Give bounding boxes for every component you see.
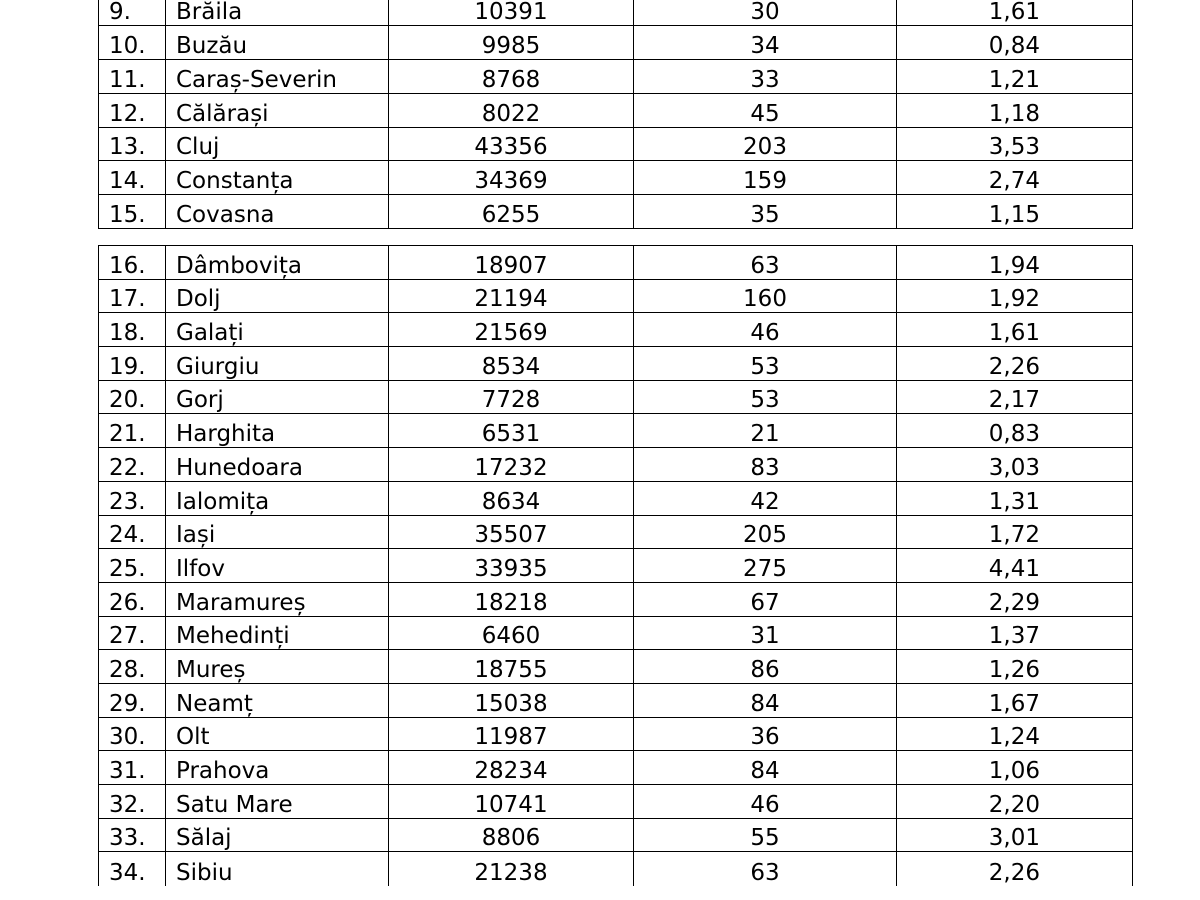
value-1-cell: 15038 [389, 683, 634, 717]
row-number-cell: 21. [99, 414, 166, 448]
value-3-cell: 2,29 [897, 582, 1133, 616]
county-name-cell: Constanța [166, 161, 389, 195]
value-3-cell: 1,21 [897, 60, 1133, 94]
value-3-cell: 2,17 [897, 380, 1133, 414]
value-1-cell: 11987 [389, 717, 634, 751]
county-name-cell: Dâmbovița [166, 246, 389, 280]
value-1-cell: 8768 [389, 60, 634, 94]
table-row [99, 347, 1133, 381]
value-2-cell: 86 [634, 650, 897, 684]
value-2-cell: 45 [634, 93, 897, 127]
table-row [99, 751, 1133, 785]
row-number-cell: 13. [99, 127, 166, 161]
value-3-cell: 2,74 [897, 161, 1133, 195]
row-number-cell: 24. [99, 515, 166, 549]
value-2-cell: 30 [634, 0, 897, 26]
row-number-cell: 14. [99, 161, 166, 195]
value-3-cell: 1,06 [897, 751, 1133, 785]
row-number-cell: 34. [99, 852, 166, 886]
value-2-cell: 84 [634, 683, 897, 717]
table-row [99, 582, 1133, 616]
row-number-cell: 10. [99, 26, 166, 60]
value-3-cell: 0,83 [897, 414, 1133, 448]
value-2-cell: 275 [634, 549, 897, 583]
county-name-cell: Brăila [166, 0, 389, 26]
value-3-cell: 1,61 [897, 0, 1133, 26]
table-row [99, 616, 1133, 650]
table-row [99, 717, 1133, 751]
county-name-cell: Ialomița [166, 481, 389, 515]
value-3-cell: 1,26 [897, 650, 1133, 684]
row-number-cell: 9. [99, 0, 166, 26]
row-number-cell: 28. [99, 650, 166, 684]
value-2-cell: 63 [634, 246, 897, 280]
row-number-cell: 19. [99, 347, 166, 381]
row-number-cell: 31. [99, 751, 166, 785]
value-1-cell: 10741 [389, 785, 634, 819]
table-row [99, 246, 1133, 280]
row-number-cell: 26. [99, 582, 166, 616]
table-row [99, 195, 1133, 229]
value-1-cell: 28234 [389, 751, 634, 785]
value-3-cell: 1,94 [897, 246, 1133, 280]
value-1-cell: 9985 [389, 26, 634, 60]
value-2-cell: 160 [634, 279, 897, 313]
value-1-cell: 33935 [389, 549, 634, 583]
value-2-cell: 46 [634, 785, 897, 819]
value-2-cell: 205 [634, 515, 897, 549]
county-name-cell: Buzău [166, 26, 389, 60]
county-name-cell: Mehedinți [166, 616, 389, 650]
value-1-cell: 34369 [389, 161, 634, 195]
value-1-cell: 43356 [389, 127, 634, 161]
table-row [99, 26, 1133, 60]
table-row [99, 0, 1133, 26]
table-row [99, 127, 1133, 161]
table-row [99, 414, 1133, 448]
value-1-cell: 6531 [389, 414, 634, 448]
county-name-cell: Sibiu [166, 852, 389, 886]
county-name-cell: Olt [166, 717, 389, 751]
value-2-cell: 67 [634, 582, 897, 616]
value-1-cell: 18755 [389, 650, 634, 684]
county-name-cell: Galați [166, 313, 389, 347]
value-2-cell: 34 [634, 26, 897, 60]
table-row [99, 515, 1133, 549]
value-2-cell: 63 [634, 852, 897, 886]
value-1-cell: 21569 [389, 313, 634, 347]
county-name-cell: Cluj [166, 127, 389, 161]
table-row [99, 852, 1133, 886]
value-3-cell: 1,37 [897, 616, 1133, 650]
value-1-cell: 8806 [389, 818, 634, 852]
row-number-cell: 12. [99, 93, 166, 127]
value-2-cell: 55 [634, 818, 897, 852]
row-number-cell: 32. [99, 785, 166, 819]
county-name-cell: Harghita [166, 414, 389, 448]
table-row [99, 683, 1133, 717]
value-3-cell: 3,03 [897, 448, 1133, 482]
value-2-cell: 36 [634, 717, 897, 751]
county-name-cell: Mureș [166, 650, 389, 684]
value-2-cell: 35 [634, 195, 897, 229]
value-2-cell: 84 [634, 751, 897, 785]
table-row [99, 818, 1133, 852]
value-3-cell: 1,92 [897, 279, 1133, 313]
value-2-cell: 53 [634, 347, 897, 381]
table-row [99, 161, 1133, 195]
county-name-cell: Gorj [166, 380, 389, 414]
county-name-cell: Caraș-Severin [166, 60, 389, 94]
row-number-cell: 25. [99, 549, 166, 583]
value-1-cell: 18218 [389, 582, 634, 616]
value-2-cell: 83 [634, 448, 897, 482]
value-1-cell: 8534 [389, 347, 634, 381]
county-name-cell: Giurgiu [166, 347, 389, 381]
value-2-cell: 53 [634, 380, 897, 414]
row-number-cell: 20. [99, 380, 166, 414]
data-table-part-1 [98, 0, 1133, 229]
value-3-cell: 1,61 [897, 313, 1133, 347]
county-name-cell: Covasna [166, 195, 389, 229]
value-1-cell: 6460 [389, 616, 634, 650]
value-3-cell: 1,72 [897, 515, 1133, 549]
table-row [99, 313, 1133, 347]
row-number-cell: 23. [99, 481, 166, 515]
row-number-cell: 17. [99, 279, 166, 313]
row-number-cell: 16. [99, 246, 166, 280]
county-name-cell: Maramureș [166, 582, 389, 616]
table-row [99, 93, 1133, 127]
value-3-cell: 1,67 [897, 683, 1133, 717]
row-number-cell: 22. [99, 448, 166, 482]
row-number-cell: 30. [99, 717, 166, 751]
table-row [99, 785, 1133, 819]
value-2-cell: 159 [634, 161, 897, 195]
county-name-cell: Iași [166, 515, 389, 549]
value-3-cell: 1,15 [897, 195, 1133, 229]
value-3-cell: 1,31 [897, 481, 1133, 515]
table-row [99, 60, 1133, 94]
value-1-cell: 7728 [389, 380, 634, 414]
value-3-cell: 4,41 [897, 549, 1133, 583]
value-2-cell: 21 [634, 414, 897, 448]
value-1-cell: 8634 [389, 481, 634, 515]
table-row [99, 549, 1133, 583]
row-number-cell: 29. [99, 683, 166, 717]
county-name-cell: Hunedoara [166, 448, 389, 482]
table-row [99, 448, 1133, 482]
value-2-cell: 46 [634, 313, 897, 347]
value-3-cell: 2,26 [897, 852, 1133, 886]
value-2-cell: 33 [634, 60, 897, 94]
row-number-cell: 27. [99, 616, 166, 650]
table-row [99, 481, 1133, 515]
value-1-cell: 6255 [389, 195, 634, 229]
value-3-cell: 0,84 [897, 26, 1133, 60]
county-name-cell: Dolj [166, 279, 389, 313]
row-number-cell: 18. [99, 313, 166, 347]
county-name-cell: Satu Mare [166, 785, 389, 819]
value-1-cell: 17232 [389, 448, 634, 482]
table-row [99, 279, 1133, 313]
table-row [99, 650, 1133, 684]
value-3-cell: 1,24 [897, 717, 1133, 751]
value-1-cell: 35507 [389, 515, 634, 549]
value-2-cell: 31 [634, 616, 897, 650]
value-2-cell: 42 [634, 481, 897, 515]
county-name-cell: Prahova [166, 751, 389, 785]
county-name-cell: Sălaj [166, 818, 389, 852]
value-2-cell: 203 [634, 127, 897, 161]
value-1-cell: 21238 [389, 852, 634, 886]
table-row [99, 380, 1133, 414]
value-1-cell: 21194 [389, 279, 634, 313]
row-number-cell: 11. [99, 60, 166, 94]
county-name-cell: Neamț [166, 683, 389, 717]
row-number-cell: 33. [99, 818, 166, 852]
county-name-cell: Ilfov [166, 549, 389, 583]
county-name-cell: Călărași [166, 93, 389, 127]
value-3-cell: 3,01 [897, 818, 1133, 852]
value-3-cell: 1,18 [897, 93, 1133, 127]
value-3-cell: 3,53 [897, 127, 1133, 161]
value-1-cell: 18907 [389, 246, 634, 280]
value-1-cell: 10391 [389, 0, 634, 26]
value-3-cell: 2,20 [897, 785, 1133, 819]
data-table-part-2 [98, 245, 1133, 886]
value-3-cell: 2,26 [897, 347, 1133, 381]
value-1-cell: 8022 [389, 93, 634, 127]
row-number-cell: 15. [99, 195, 166, 229]
